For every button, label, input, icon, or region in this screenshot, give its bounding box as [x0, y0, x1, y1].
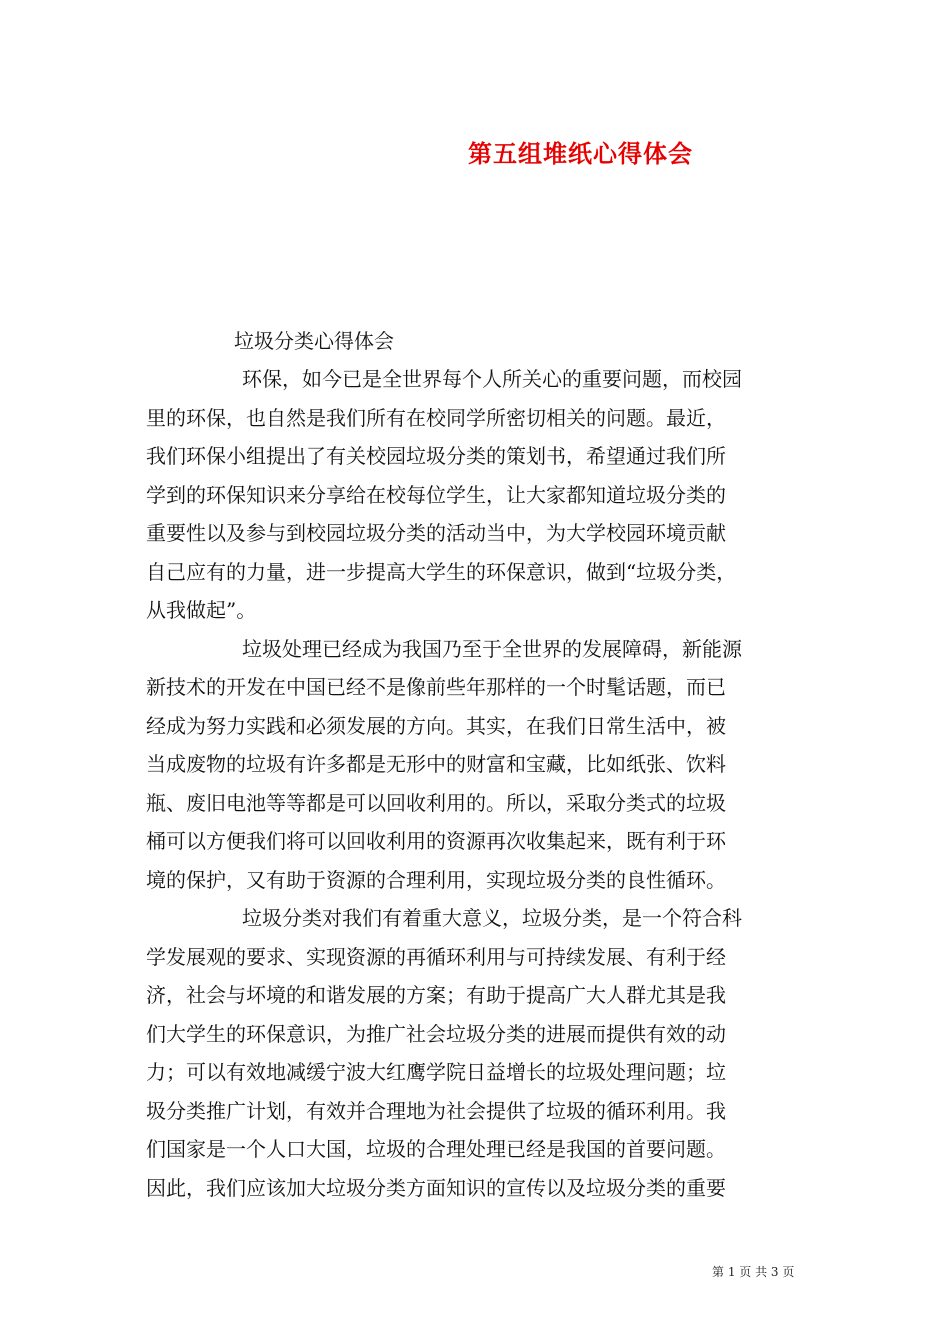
paragraph-line: 我们环保小组提出了有关校园垃圾分类的策划书，希望通过我们所 [146, 444, 726, 468]
paragraph-line: 们国家是一个人口大国，垃圾的合理处理已经是我国的首要问题。 [146, 1137, 726, 1161]
paragraph-line: 瓶、废旧电池等等都是可以回收利用的。所以，采取分类式的垃圾 [146, 790, 726, 815]
paragraph-line: 里的环保，也自然是我们所有在校同学所密切相关的问题。最近， [146, 405, 726, 430]
paragraph-line: 垃圾分类对我们有着重大意义，垃圾分类，是一个符合科 [242, 906, 742, 930]
paragraph-line: 重要性以及参与到校园垃圾分类的活动当中，为大学校园环境贡献 [146, 521, 726, 545]
paragraph-line: 经成为努力实践和必须发展的方向。其实，在我们日常生活中，被 [146, 713, 726, 738]
paragraph-line: 因此，我们应该加大垃圾分类方面知识的宣传以及垃圾分类的重要 [146, 1175, 726, 1200]
paragraph-line: 从我做起”。 [146, 598, 257, 622]
paragraph-line: 们大学生的环保意识，为推广社会垃圾分类的进展而提供有效的动 [146, 1021, 726, 1046]
paragraph-line: 环保，如今已是全世界每个人所关心的重要问题，而校园 [242, 367, 742, 391]
paragraph-line: 境的保护，又有助于资源的合理利用，实现垃圾分类的良性循环。 [146, 867, 726, 892]
document-title: 第五组堆纸心得体会 [468, 139, 693, 168]
page-number: 第 1 页 共 3 页 [712, 1265, 795, 1279]
paragraph-line: 自己应有的力量，进一步提高大学生的环保意识，做到“垃圾分类， [146, 559, 737, 584]
paragraph-line: 新技术的开发在中国已经不是像前些年那样的一个时髦话题，而已 [146, 675, 726, 699]
paragraph-line: 力；可以有效地减缓宁波大红鹰学院日益增长的垃圾处理问题；垃 [146, 1060, 726, 1084]
paragraph-line: 学到的环保知识来分享给在校每位学生，让大家都知道垃圾分类的 [146, 482, 726, 507]
paragraph-line: 圾分类推广计划，有效并合理地为社会提供了垃圾的循环利用。我 [146, 1098, 726, 1123]
document-subtitle: 垃圾分类心得体会 [234, 329, 394, 353]
paragraph-line: 济，社会与坏境的和谐发展的方案；有助于提高广大人群尤其是我 [146, 983, 726, 1007]
paragraph-line: 桶可以方便我们将可以回收利用的资源再次收集起来，既有利于环 [146, 829, 726, 853]
paragraph-line: 垃圾处理已经成为我国乃至于全世界的发展障碍，新能源 [242, 636, 742, 661]
body-text [146, 360, 818, 1207]
paragraph-line: 当成废物的垃圾有许多都是无形中的财富和宝藏，比如纸张、饮料 [146, 752, 726, 776]
paragraph-line: 学发展观的要求、实现资源的再循环利用与可持续发展、有利于经 [146, 944, 726, 969]
